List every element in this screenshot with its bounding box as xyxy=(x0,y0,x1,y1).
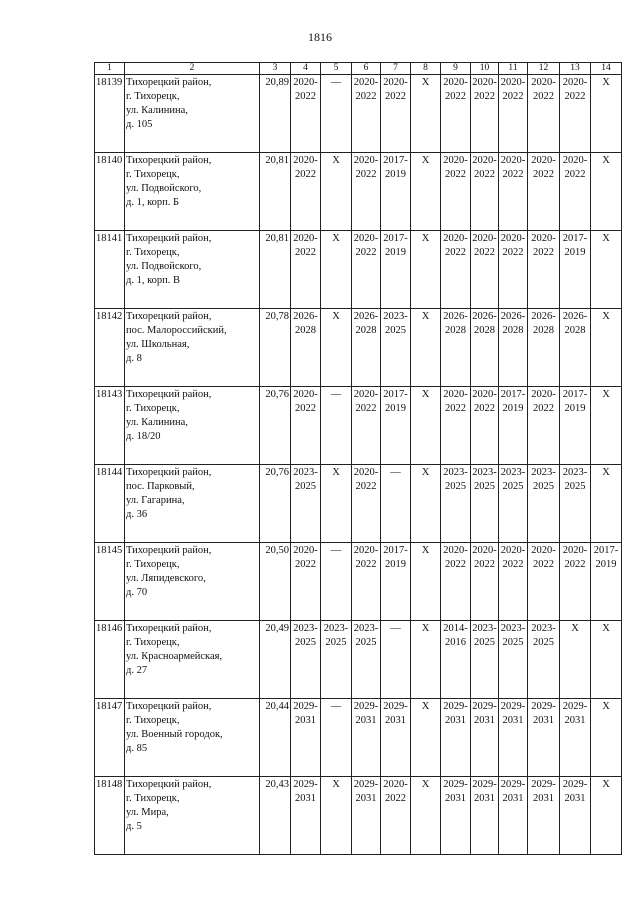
period-cell: 2020- 2022 xyxy=(499,75,528,153)
period-cell: 2029- 2031 xyxy=(441,699,471,777)
column-header: 4 xyxy=(291,63,321,75)
address-line: д. 8 xyxy=(126,353,142,364)
period-cell: 2020- 2022 xyxy=(441,543,471,621)
column-header: 7 xyxy=(381,63,411,75)
period-cell: 2029- 2031 xyxy=(471,699,499,777)
period-cell: 2014- 2016 xyxy=(441,621,471,699)
period-cell: 2026- 2028 xyxy=(291,309,321,387)
address-line: д. 105 xyxy=(126,119,153,130)
table-row xyxy=(95,465,622,543)
period-cell: 2020- 2022 xyxy=(528,153,560,231)
period-cell: 2023- 2025 xyxy=(499,465,528,543)
period-cell: 2020- 2022 xyxy=(528,387,560,465)
address-line: ул. Военный городок, xyxy=(126,729,223,740)
period-cell: 2029- 2031 xyxy=(499,699,528,777)
mark-cell: X xyxy=(411,75,441,153)
column-header: 6 xyxy=(352,63,381,75)
address-line: г. Тихорецк, xyxy=(126,637,180,648)
mark-cell: X xyxy=(321,465,352,543)
mark-cell: — xyxy=(321,387,352,465)
mark-cell: — xyxy=(381,621,411,699)
row-number: 18145 xyxy=(95,543,125,621)
mark-cell: X xyxy=(411,777,441,855)
address-line: Тихорецкий район, xyxy=(126,77,212,88)
period-cell: 2020- 2022 xyxy=(291,153,321,231)
period-cell: 2023- 2025 xyxy=(291,465,321,543)
table-row xyxy=(95,543,622,621)
mark-cell: — xyxy=(321,75,352,153)
column-header: 9 xyxy=(441,63,471,75)
period-cell: 2023- 2025 xyxy=(499,621,528,699)
period-cell: 2017- 2019 xyxy=(499,387,528,465)
period-cell: 2020- 2022 xyxy=(471,231,499,309)
period-cell: 2020- 2022 xyxy=(471,543,499,621)
address-line: д. 18/20 xyxy=(126,431,161,442)
address-line: г. Тихорецк, xyxy=(126,403,180,414)
row-number: 18143 xyxy=(95,387,125,465)
address-line: д. 1, корп. В xyxy=(126,275,181,286)
period-cell: 2020- 2022 xyxy=(441,153,471,231)
period-cell: 2020- 2022 xyxy=(499,543,528,621)
address-line: Тихорецкий район, xyxy=(126,389,212,400)
address-line: Тихорецкий район, xyxy=(126,311,212,322)
row-number: 18142 xyxy=(95,309,125,387)
column-header: 5 xyxy=(321,63,352,75)
row-number: 18140 xyxy=(95,153,125,231)
column-header: 3 xyxy=(260,63,291,75)
table-row xyxy=(95,387,622,465)
address-line: Тихорецкий район, xyxy=(126,155,212,166)
period-cell: 2020- 2022 xyxy=(560,543,591,621)
period-cell: 2020- 2022 xyxy=(381,75,411,153)
period-cell: 2020- 2022 xyxy=(291,387,321,465)
area-cell: 20,44 xyxy=(260,699,291,777)
address-line: г. Тихорецк, xyxy=(126,247,180,258)
table-row xyxy=(95,231,622,309)
mark-cell: X xyxy=(411,465,441,543)
address-line: г. Тихорецк, xyxy=(126,169,180,180)
column-header: 11 xyxy=(499,63,528,75)
period-cell: 2029- 2031 xyxy=(528,699,560,777)
period-cell: 2023- 2025 xyxy=(291,621,321,699)
address-line: ул. Калинина, xyxy=(126,417,188,428)
address-cell xyxy=(125,387,260,465)
row-number: 18141 xyxy=(95,231,125,309)
table-row xyxy=(95,75,622,153)
period-cell: 2020- 2022 xyxy=(528,231,560,309)
area-cell: 20,89 xyxy=(260,75,291,153)
mark-cell: X xyxy=(560,621,591,699)
period-cell: 2026- 2028 xyxy=(499,309,528,387)
period-cell: 2026- 2028 xyxy=(352,309,381,387)
column-header: 2 xyxy=(125,63,260,75)
period-cell: 2029- 2031 xyxy=(499,777,528,855)
row-number: 18146 xyxy=(95,621,125,699)
period-cell: 2017- 2019 xyxy=(381,153,411,231)
address-cell xyxy=(125,231,260,309)
mark-cell: — xyxy=(381,465,411,543)
column-header: 8 xyxy=(411,63,441,75)
period-cell: 2023- 2025 xyxy=(471,621,499,699)
table-body xyxy=(95,75,622,855)
period-cell: 2029- 2031 xyxy=(528,777,560,855)
period-cell: 2017- 2019 xyxy=(381,387,411,465)
period-cell: 2020- 2022 xyxy=(471,387,499,465)
area-cell: 20,78 xyxy=(260,309,291,387)
address-line: д. 70 xyxy=(126,587,148,598)
mark-cell: X xyxy=(411,699,441,777)
period-cell: 2023- 2025 xyxy=(560,465,591,543)
period-cell: 2020- 2022 xyxy=(441,231,471,309)
mark-cell: X xyxy=(411,231,441,309)
period-cell: 2020- 2022 xyxy=(499,231,528,309)
mark-cell: X xyxy=(591,231,622,309)
mark-cell: — xyxy=(321,543,352,621)
period-cell: 2026- 2028 xyxy=(528,309,560,387)
period-cell: 2023- 2025 xyxy=(381,309,411,387)
address-line: ул. Калинина, xyxy=(126,105,188,116)
address-cell xyxy=(125,309,260,387)
address-line: ул. Ляпидевского, xyxy=(126,573,206,584)
period-cell: 2023- 2025 xyxy=(441,465,471,543)
address-line: д. 1, корп. Б xyxy=(126,197,180,208)
period-cell: 2023- 2025 xyxy=(471,465,499,543)
mark-cell: X xyxy=(591,75,622,153)
mark-cell: X xyxy=(321,309,352,387)
address-cell xyxy=(125,543,260,621)
header-row xyxy=(95,63,622,75)
address-line: г. Тихорецк, xyxy=(126,793,180,804)
mark-cell: X xyxy=(411,387,441,465)
period-cell: 2020- 2022 xyxy=(560,153,591,231)
column-header: 14 xyxy=(591,63,622,75)
period-cell: 2026- 2028 xyxy=(471,309,499,387)
period-cell: 2020- 2022 xyxy=(381,777,411,855)
address-line: д. 85 xyxy=(126,743,148,754)
period-cell: 2029- 2031 xyxy=(381,699,411,777)
address-cell xyxy=(125,153,260,231)
mark-cell: X xyxy=(321,231,352,309)
column-header: 12 xyxy=(528,63,560,75)
mark-cell: X xyxy=(591,777,622,855)
period-cell: 2029- 2031 xyxy=(291,699,321,777)
row-number: 18148 xyxy=(95,777,125,855)
mark-cell: X xyxy=(321,153,352,231)
address-line: г. Тихорецк, xyxy=(126,91,180,102)
period-cell: 2020- 2022 xyxy=(499,153,528,231)
period-cell: 2020- 2022 xyxy=(352,153,381,231)
address-line: г. Тихорецк, xyxy=(126,715,180,726)
address-line: ул. Красноармейская, xyxy=(126,651,223,662)
period-cell: 2020- 2022 xyxy=(560,75,591,153)
area-cell: 20,43 xyxy=(260,777,291,855)
period-cell: 2023- 2025 xyxy=(352,621,381,699)
period-cell: 2029- 2031 xyxy=(352,777,381,855)
area-cell: 20,49 xyxy=(260,621,291,699)
period-cell: 2029- 2031 xyxy=(560,777,591,855)
period-cell: 2029- 2031 xyxy=(291,777,321,855)
table-row xyxy=(95,699,622,777)
page-number: 1816 xyxy=(308,30,332,44)
address-line: Тихорецкий район, xyxy=(126,545,212,556)
period-cell: 2020- 2022 xyxy=(291,543,321,621)
mark-cell: X xyxy=(411,621,441,699)
period-cell: 2017- 2019 xyxy=(381,543,411,621)
area-cell: 20,50 xyxy=(260,543,291,621)
registry-table xyxy=(94,62,622,855)
address-cell xyxy=(125,621,260,699)
address-cell xyxy=(125,75,260,153)
address-cell xyxy=(125,699,260,777)
period-cell: 2017- 2019 xyxy=(560,387,591,465)
table-row xyxy=(95,777,622,855)
period-cell: 2020- 2022 xyxy=(352,231,381,309)
address-cell xyxy=(125,465,260,543)
address-line: ул. Подвойского, xyxy=(126,183,202,194)
row-number: 18144 xyxy=(95,465,125,543)
address-line: ул. Мира, xyxy=(126,807,169,818)
address-line: г. Тихорецк, xyxy=(126,559,180,570)
period-cell: 2026- 2028 xyxy=(441,309,471,387)
period-cell: 2020- 2022 xyxy=(471,75,499,153)
period-cell: 2020- 2022 xyxy=(352,387,381,465)
period-cell: 2029- 2031 xyxy=(352,699,381,777)
table-row xyxy=(95,309,622,387)
address-line: Тихорецкий район, xyxy=(126,779,212,790)
period-cell: 2020- 2022 xyxy=(291,231,321,309)
area-cell: 20,76 xyxy=(260,465,291,543)
mark-cell: — xyxy=(321,699,352,777)
period-cell: 2023- 2025 xyxy=(528,621,560,699)
period-cell: 2026- 2028 xyxy=(560,309,591,387)
mark-cell: X xyxy=(321,777,352,855)
column-header: 10 xyxy=(471,63,499,75)
mark-cell: X xyxy=(591,621,622,699)
mark-cell: X xyxy=(411,153,441,231)
period-cell: 2029- 2031 xyxy=(560,699,591,777)
address-line: пос. Малороссийский, xyxy=(126,325,227,336)
mark-cell: X xyxy=(411,543,441,621)
period-cell: 2020- 2022 xyxy=(352,75,381,153)
period-cell: 2017- 2019 xyxy=(381,231,411,309)
row-number: 18139 xyxy=(95,75,125,153)
mark-cell: X xyxy=(591,699,622,777)
address-line: д. 27 xyxy=(126,665,148,676)
area-cell: 20,76 xyxy=(260,387,291,465)
area-cell: 20,81 xyxy=(260,231,291,309)
address-line: д. 36 xyxy=(126,509,148,520)
mark-cell: X xyxy=(591,309,622,387)
period-cell: 2020- 2022 xyxy=(528,543,560,621)
period-cell: 2023- 2025 xyxy=(528,465,560,543)
address-cell xyxy=(125,777,260,855)
address-line: ул. Подвойского, xyxy=(126,261,202,272)
period-cell: 2020- 2022 xyxy=(441,75,471,153)
period-cell: 2020- 2022 xyxy=(352,543,381,621)
mark-cell: X xyxy=(591,465,622,543)
table-row xyxy=(95,153,622,231)
period-cell: 2020- 2022 xyxy=(441,387,471,465)
address-line: Тихорецкий район, xyxy=(126,623,212,634)
address-line: Тихорецкий район, xyxy=(126,467,212,478)
address-line: Тихорецкий район, xyxy=(126,233,212,244)
period-cell: 2020- 2022 xyxy=(291,75,321,153)
address-line: д. 5 xyxy=(126,821,142,832)
period-cell: 2029- 2031 xyxy=(441,777,471,855)
address-line: ул. Школьная, xyxy=(126,339,190,350)
address-line: пос. Парковый, xyxy=(126,481,195,492)
mark-cell: X xyxy=(411,309,441,387)
period-cell: 2020- 2022 xyxy=(471,153,499,231)
row-number: 18147 xyxy=(95,699,125,777)
period-cell: 2023- 2025 xyxy=(321,621,352,699)
period-cell: 2017- 2019 xyxy=(591,543,622,621)
column-header: 13 xyxy=(560,63,591,75)
column-header: 1 xyxy=(95,63,125,75)
mark-cell: X xyxy=(591,153,622,231)
period-cell: 2020- 2022 xyxy=(528,75,560,153)
table-row xyxy=(95,621,622,699)
period-cell: 2029- 2031 xyxy=(471,777,499,855)
period-cell: 2020- 2022 xyxy=(352,465,381,543)
address-line: Тихорецкий район, xyxy=(126,701,212,712)
address-line: ул. Гагарина, xyxy=(126,495,185,506)
mark-cell: X xyxy=(591,387,622,465)
period-cell: 2017- 2019 xyxy=(560,231,591,309)
area-cell: 20,81 xyxy=(260,153,291,231)
